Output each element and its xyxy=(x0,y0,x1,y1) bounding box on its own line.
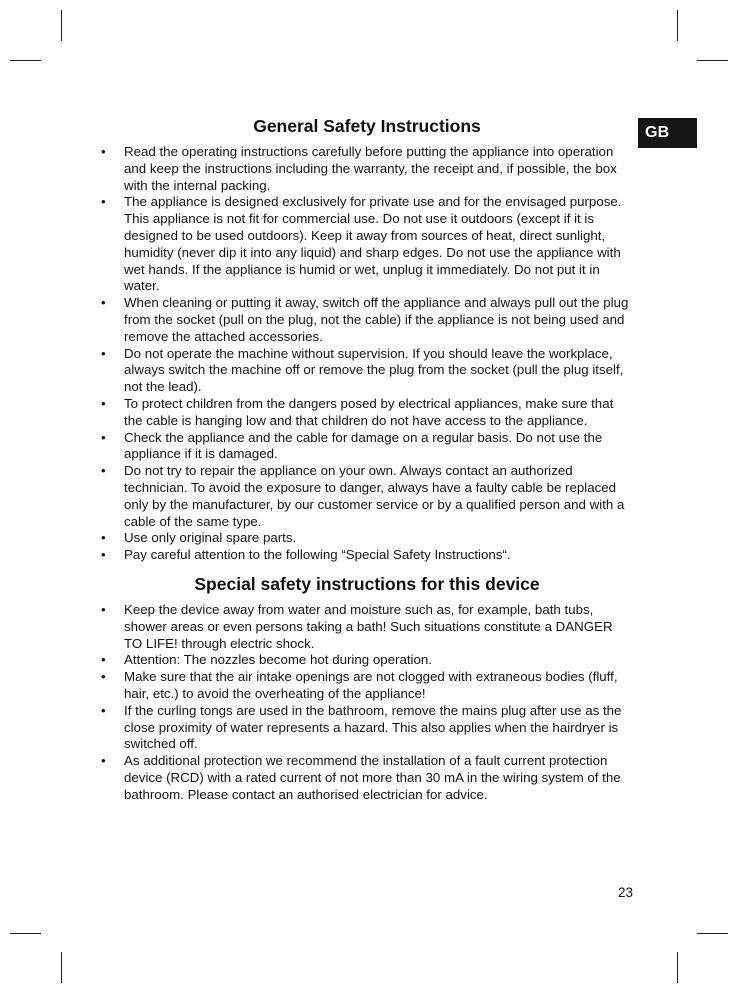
list-item xyxy=(100,703,634,753)
bullet: • xyxy=(101,194,106,210)
list-item xyxy=(100,144,634,194)
list-item xyxy=(100,753,634,803)
list-item xyxy=(100,396,634,430)
crop-mark-bottom-right-horizontal xyxy=(697,933,728,934)
list-item-text: Keep the device away from water and moisture such as, for example, bath tubs, shower areas or even persons taking a bath! Such situations constitute a DANGER TO LIFE! through electric shock. xyxy=(124,601,613,651)
list-item-text: As additional protection we recommend the installation of a fault current protection device (RCD) with a rated current of not more than 30 mA in the wiring system of the bathroom. Please contact an authorised electrician for advice. xyxy=(124,753,621,802)
general-safety-list xyxy=(100,144,634,564)
list-item xyxy=(100,547,634,564)
list-item-text: Use only original spare parts. xyxy=(124,530,297,546)
bullet: • xyxy=(101,652,106,668)
list-item-text: Read the operating instructions carefully before putting the appliance into operation and keep the instructions including the warranty, the receipt and, if possible, the box with the internal packing. xyxy=(124,144,617,193)
bullet: • xyxy=(101,530,106,546)
bullet: • xyxy=(101,669,106,685)
list-item xyxy=(100,669,634,703)
list-item xyxy=(100,194,634,295)
list-item xyxy=(100,430,634,464)
list-item-text: Do not operate the machine without supervision. If you should leave the workplace, always switch the machine off or remove the plug from the socket (pull the plug itself, not the lead). xyxy=(124,345,624,395)
special-safety-list xyxy=(100,602,634,804)
list-item-text: The appliance is designed exclusively for private use and for the envisaged purpose. This appliance is not fit for commercial use. Do not use it outdoors (except if it is designed to be used outdoors). Keep it away from sources of heat, direct sunlight, humidity (never dip it into any liquid) and sharp edges. Do not use the appliance with wet hands. If the appliance is humid or wet, unplug it immediately. Do not put it in water. xyxy=(124,194,622,294)
list-item xyxy=(100,295,634,345)
list-item xyxy=(100,530,634,547)
list-item-text: Attention: The nozzles become hot during operation. xyxy=(124,652,432,668)
page-number: 23 xyxy=(617,885,633,900)
document-body xyxy=(100,114,634,803)
bullet: • xyxy=(101,429,106,445)
crop-mark-top-left-vertical xyxy=(61,10,62,41)
bullet: • xyxy=(101,702,106,718)
list-item xyxy=(100,602,634,652)
list-item-text: Check the appliance and the cable for damage on a regular basis. Do not use the appliance if it is damaged. xyxy=(124,429,603,462)
crop-mark-top-left-horizontal xyxy=(10,60,41,61)
list-item-text: When cleaning or putting it away, switch off the appliance and always pull out the plug from the socket (pull on the plug, not the cable) if the appliance is not being used and remove the attached accessories. xyxy=(124,295,629,344)
list-item-text: Pay careful attention to the following “Special Safety Instructions“. xyxy=(124,547,511,563)
bullet: • xyxy=(101,753,106,769)
list-item-text: To protect children from the dangers posed by electrical appliances, make sure that the cable is hanging low and that children do not have access to the appliance. xyxy=(124,395,614,428)
list-item-text: If the curling tongs are used in the bathroom, remove the mains plug after use as the close proximity of water represents a hazard. This also applies when the hairdryer is switched off. xyxy=(124,702,622,752)
list-item xyxy=(100,652,634,669)
bullet: • xyxy=(101,144,106,159)
bullet: • xyxy=(101,463,106,479)
bullet: • xyxy=(101,547,106,563)
crop-mark-top-right-horizontal xyxy=(697,60,728,61)
crop-mark-bottom-right-vertical xyxy=(677,952,678,983)
bullet: • xyxy=(101,345,106,361)
general-safety-title: General Safety Instructions xyxy=(253,116,481,136)
list-item-text: Make sure that the air intake openings are not clogged with extraneous bodies (fluff, hair, etc.) to avoid the overheating of the appliance! xyxy=(124,669,618,701)
bullet: • xyxy=(101,395,106,411)
language-tab: GB xyxy=(638,118,697,148)
crop-mark-bottom-left-vertical xyxy=(61,952,62,983)
crop-mark-bottom-left-horizontal xyxy=(10,933,41,934)
list-item xyxy=(100,463,634,530)
special-safety-title: Special safety instructions for this device xyxy=(194,573,540,594)
bullet: • xyxy=(101,601,106,617)
list-item xyxy=(100,346,634,396)
crop-mark-top-right-vertical xyxy=(677,10,678,41)
list-item-text: Do not try to repair the appliance on your own. Always contact an authorized technician. To avoid the exposure to danger, always have a faulty cable be replaced only by the manufacturer, by our customer service or by a qualified person and with a cable of the same type. xyxy=(124,463,625,529)
bullet: • xyxy=(101,295,106,311)
